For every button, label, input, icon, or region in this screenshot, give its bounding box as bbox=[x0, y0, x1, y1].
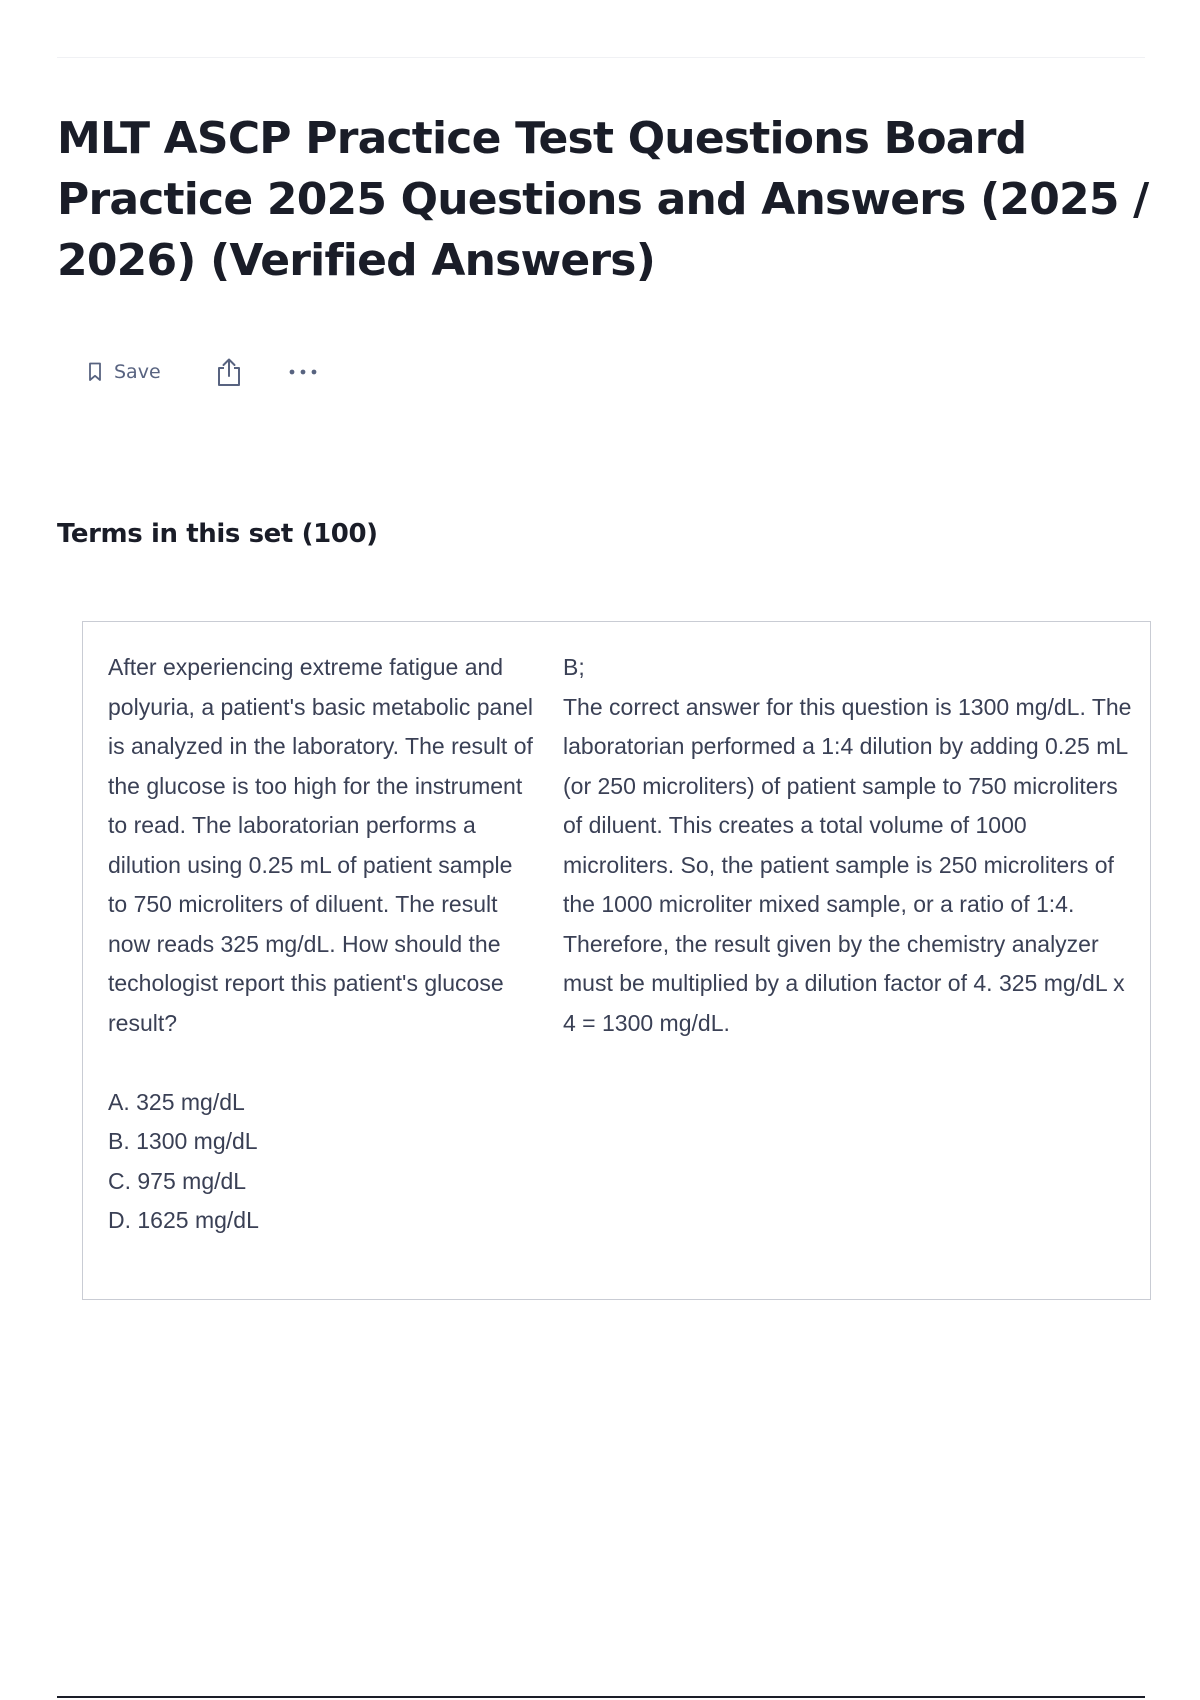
save-button-label: Save bbox=[114, 361, 161, 383]
term-card bbox=[82, 621, 1151, 1300]
more-options-button[interactable] bbox=[283, 364, 323, 380]
action-bar bbox=[78, 352, 323, 392]
term-question: After experiencing extreme fatigue and polyuria, a patient's basic metabolic panel is analyzed in the laboratory. The result of the glucose is too high for the instrument to read. The laboratorian performs a dilution using 0.25 mL of patient sample to 750 microliters of diluent. The result now reads 325 mg/dL. How should the techologist report this patient's glucose result? bbox=[108, 654, 534, 1036]
bottom-divider bbox=[57, 1696, 1145, 1698]
answer-line: B; bbox=[563, 654, 585, 680]
top-divider bbox=[57, 57, 1145, 58]
option-b: B. 1300 mg/dL bbox=[108, 1128, 258, 1154]
share-icon bbox=[215, 357, 243, 387]
more-icon bbox=[287, 368, 319, 376]
option-c: C. 975 mg/dL bbox=[108, 1167, 247, 1194]
answer-explanation: The correct answer for this question is 1300 mg/dL. The laboratorian performed a 1:4 dilution by adding 0.25 mL (or 250 microliters) of patient sample to 750 microliters of diluent. This creates a total volume of 1000 microliters. So, the patient sample is 250 microliters of the 1000 microliter mixed sample, or a ratio of 1:4. Therefore, the result given by the chemistry analyzer must be multiplied by a dilution factor of 4. 325 mg/dL x 4 = 1300 mg/dL. bbox=[563, 693, 1132, 1036]
terms-heading: Terms in this set (100) bbox=[57, 519, 378, 549]
bookmark-icon bbox=[88, 362, 102, 382]
term-side bbox=[108, 648, 538, 1241]
option-a: A. 325 mg/dL bbox=[108, 1088, 245, 1115]
answer-options bbox=[108, 1083, 538, 1241]
option-d: D. 1625 mg/dL bbox=[108, 1207, 259, 1233]
share-button[interactable] bbox=[211, 353, 247, 391]
page-title: MLT ASCP Practice Test Questions Board Practice 2025 Questions and Answers (2025 / 2026) (Verified Answers) bbox=[57, 113, 1149, 286]
definition-side bbox=[563, 648, 1133, 1043]
save-button[interactable] bbox=[78, 355, 171, 389]
